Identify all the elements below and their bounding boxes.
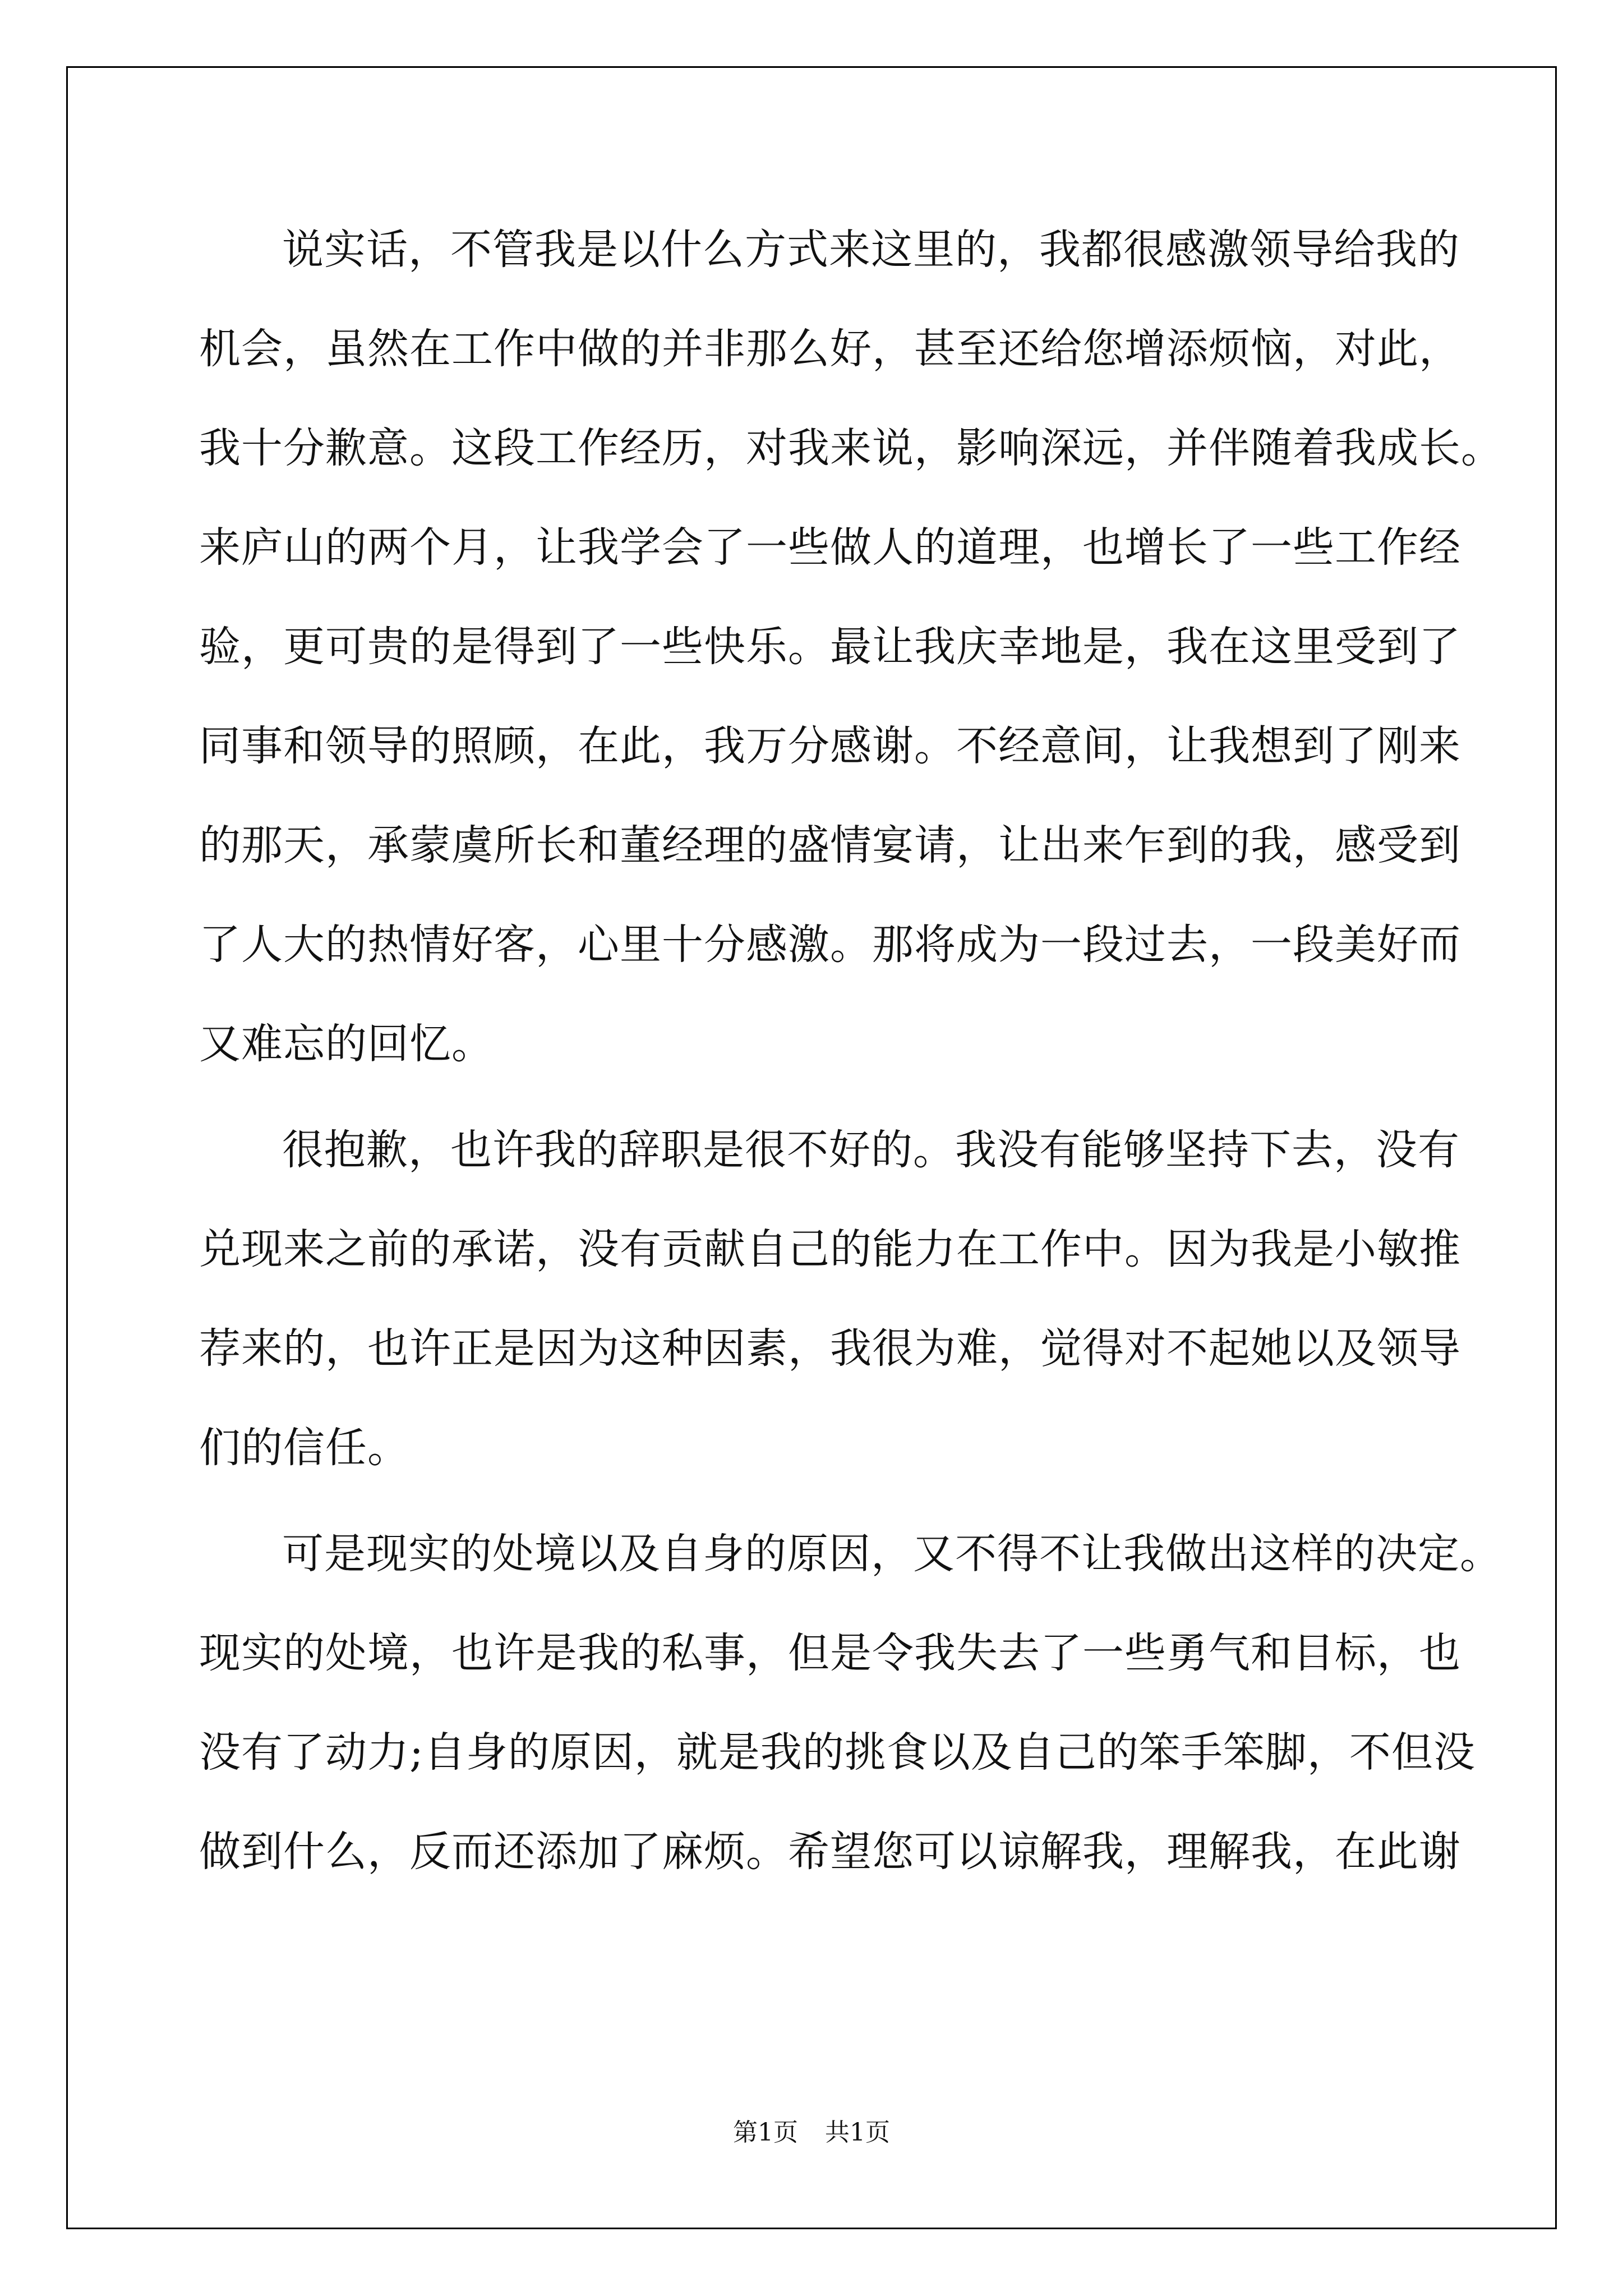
text-line: 说实话，不管我是以什么方式来这里的，我都很感激领导给我的 — [282, 226, 1460, 274]
paragraph-gap — [199, 1516, 1433, 1523]
text-line: 了人大的热情好客，心里十分感激。那将成为一段过去，一段美好而 — [199, 921, 1461, 969]
page-footer — [0, 2112, 1623, 2148]
document-body — [199, 219, 1503, 1920]
page-number: 第1页 — [733, 2118, 798, 2147]
text-line: 验，更可贵的是得到了一些快乐。最让我庆幸地是，我在这里受到了 — [199, 623, 1461, 671]
text-line: 没有了动力;自身的原因，就是我的挑食以及自己的笨手笨脚，不但没 — [199, 1728, 1476, 1777]
text-line: 我十分歉意。这段工作经历，对我来说，影响深远，并伴随着我成长。 — [199, 424, 1503, 472]
paragraph-2 — [199, 1119, 1461, 1516]
paragraph-3 — [199, 1523, 1502, 1920]
paragraph-1 — [199, 219, 1503, 1112]
text-line: 很抱歉，也许我的辞职是很不好的。我没有能够坚持下去，没有 — [282, 1126, 1460, 1174]
paragraph-gap — [199, 1112, 1433, 1119]
text-line: 机会，虽然在工作中做的并非那么好，甚至还给您增添烦恼，对此， — [199, 325, 1461, 373]
text-line: 的那天，承蒙虞所长和董经理的盛情宴请，让出来乍到的我，感受到 — [199, 821, 1461, 869]
page-total: 共1页 — [825, 2118, 890, 2147]
text-line: 又难忘的回忆。 — [199, 1020, 494, 1068]
text-line: 兑现来之前的承诺，没有贡献自己的能力在工作中。因为我是小敏推 — [199, 1225, 1461, 1273]
text-line: 荐来的，也许正是因为这种因素，我很为难，觉得对不起她以及领导 — [199, 1324, 1461, 1373]
text-line: 可是现实的处境以及自身的原因，又不得不让我做出这样的决定。 — [282, 1530, 1502, 1578]
text-line: 来庐山的两个月，让我学会了一些做人的道理，也增长了一些工作经 — [199, 523, 1461, 572]
text-line: 们的信任。 — [199, 1424, 409, 1472]
text-line: 现实的处境，也许是我的私事，但是令我失去了一些勇气和目标，也 — [199, 1629, 1461, 1677]
text-line: 做到什么，反而还添加了麻烦。希望您可以谅解我，理解我，在此谢 — [199, 1828, 1461, 1876]
text-line: 同事和领导的照顾，在此，我万分感谢。不经意间，让我想到了刚来 — [199, 722, 1461, 770]
